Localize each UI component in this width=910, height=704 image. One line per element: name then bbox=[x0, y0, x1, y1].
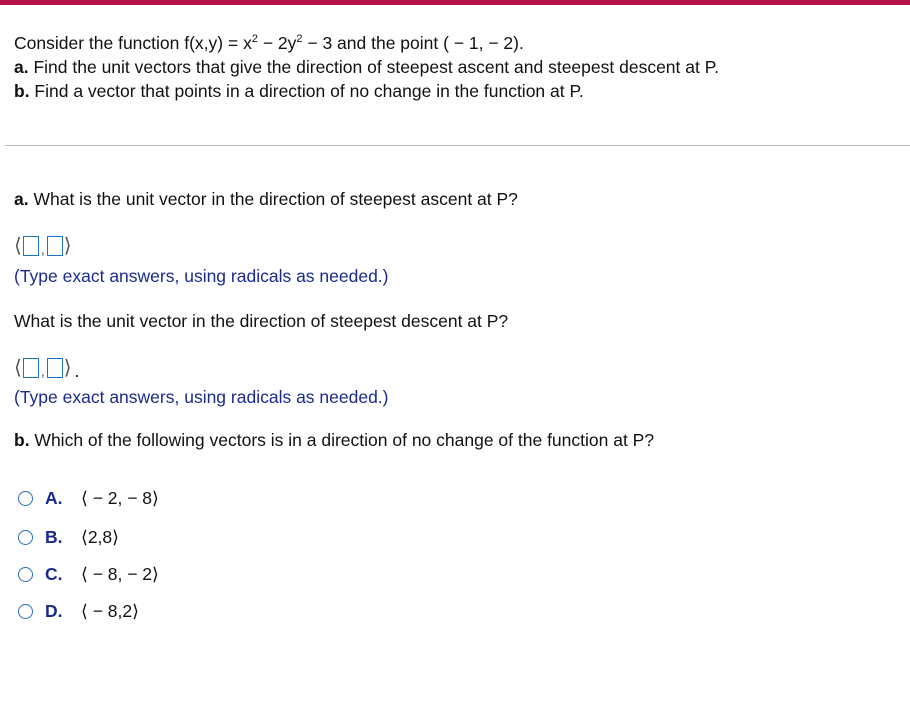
top-accent-bar bbox=[0, 0, 910, 5]
section-divider bbox=[5, 145, 910, 146]
question-steepest-descent: What is the unit vector in the direction of steepest descent at P? bbox=[14, 311, 509, 331]
option-c-letter: C. bbox=[45, 564, 63, 584]
vector-comma: , bbox=[40, 363, 45, 379]
vector-comma: , bbox=[40, 241, 45, 257]
radio-button-b[interactable] bbox=[18, 530, 33, 545]
question-b-label: b. bbox=[14, 430, 30, 450]
function-text-a: Consider the function f(x,y) = x bbox=[14, 33, 252, 53]
ascent-vector-answer bbox=[14, 233, 72, 259]
option-a-letter: A. bbox=[45, 488, 63, 508]
answer-hint-2: (Type exact answers, using radicals as needed.) bbox=[14, 387, 389, 407]
question-no-change bbox=[14, 430, 654, 451]
option-d-letter: D. bbox=[45, 601, 63, 621]
option-d[interactable] bbox=[18, 601, 139, 622]
radio-button-d[interactable] bbox=[18, 604, 33, 619]
left-angle-bracket: ⟨ bbox=[14, 235, 22, 257]
function-text-c: − 3 and the point ( − 1, − 2). bbox=[302, 33, 524, 53]
question-a-label: a. bbox=[14, 189, 29, 209]
left-angle-bracket: ⟨ bbox=[14, 357, 22, 379]
ascent-x-input[interactable] bbox=[23, 236, 39, 256]
option-a-value: ⟨ − 2, − 8⟩ bbox=[81, 488, 159, 508]
problem-part-a bbox=[14, 55, 719, 79]
problem-line-function bbox=[14, 31, 719, 55]
option-c[interactable] bbox=[18, 564, 159, 585]
option-b-value: ⟨2,8⟩ bbox=[81, 527, 119, 547]
vector-period: . bbox=[74, 360, 80, 381]
answer-hint-1: (Type exact answers, using radicals as needed.) bbox=[14, 266, 389, 286]
option-b[interactable] bbox=[18, 527, 119, 548]
function-text-b: − 2y bbox=[257, 33, 297, 53]
right-angle-bracket: ⟩ bbox=[63, 235, 72, 257]
exponent-1: 2 bbox=[251, 33, 258, 45]
question-steepest-ascent bbox=[14, 189, 518, 210]
descent-vector-answer bbox=[14, 355, 80, 381]
part-a-label: a. bbox=[14, 57, 29, 77]
radio-button-a[interactable] bbox=[18, 491, 33, 506]
ascent-y-input[interactable] bbox=[47, 236, 63, 256]
problem-part-b bbox=[14, 79, 719, 103]
descent-x-input[interactable] bbox=[23, 358, 39, 378]
part-b-text: Find a vector that points in a direction of no change in the function at P. bbox=[29, 81, 584, 101]
part-b-label: b. bbox=[14, 81, 30, 101]
exponent-2: 2 bbox=[296, 33, 303, 45]
question-b-text: Which of the following vectors is in a direction of no change of the function at P? bbox=[29, 430, 655, 450]
option-c-value: ⟨ − 8, − 2⟩ bbox=[81, 564, 159, 584]
part-a-text: Find the unit vectors that give the direction of steepest ascent and steepest descent at P. bbox=[28, 57, 719, 77]
option-b-letter: B. bbox=[45, 527, 63, 547]
option-d-value: ⟨ − 8,2⟩ bbox=[81, 601, 139, 621]
problem-statement bbox=[14, 31, 719, 103]
right-angle-bracket: ⟩ bbox=[63, 357, 72, 379]
descent-y-input[interactable] bbox=[47, 358, 63, 378]
question-a-text: What is the unit vector in the direction of steepest ascent at P? bbox=[28, 189, 518, 209]
option-a[interactable] bbox=[18, 488, 159, 509]
radio-button-c[interactable] bbox=[18, 567, 33, 582]
